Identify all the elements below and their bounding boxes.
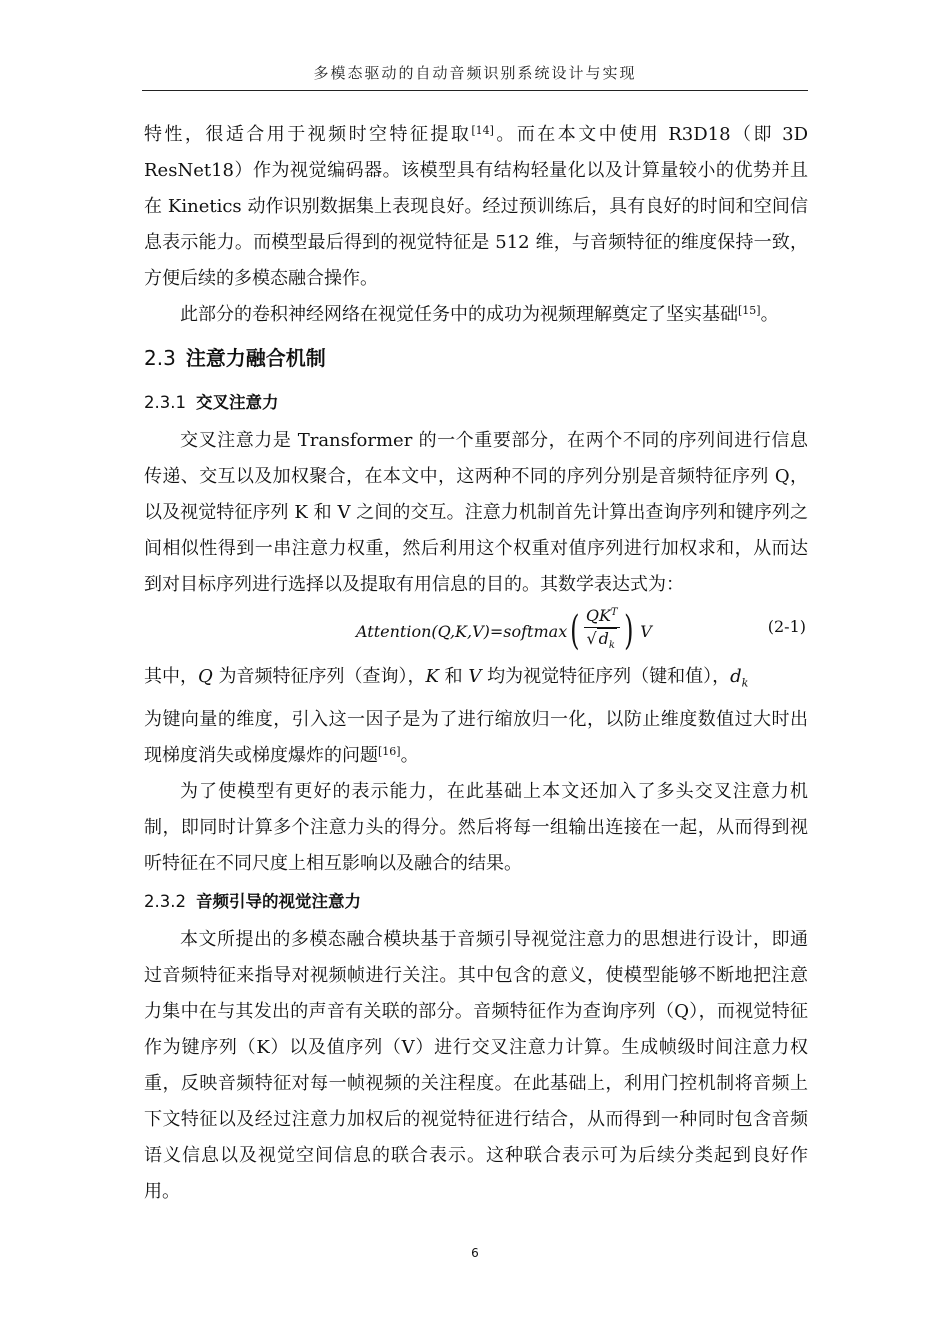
- transpose-sup: T: [610, 606, 618, 618]
- equation-tail: V: [640, 621, 652, 641]
- running-header: 多模态驱动的自动音频识别系统设计与实现: [313, 64, 637, 82]
- sqrt-icon: √: [586, 628, 597, 648]
- paragraph-text: 为音频特征序列（查询），: [212, 666, 426, 687]
- numerator-text: QK: [585, 605, 611, 625]
- paragraph-cross-attention: 交叉注意力是 Transformer 的一个重要部分，在两个不同的序列间进行信息传递、交互以及加权聚合，在本文中，这两种不同的序列分别是音频特征序列 Q，以及视觉特征序列 K 和 V 之间的交互。注意力机制首先计算出查询序列和键序列之间相似性得到一串注意力权重，然后利用这个权重对值序列进行加权求和，从而达到对目标序列进行选择以及提取有用信息的目的。其数学表达式为：: [144, 430, 808, 595]
- denominator-text: d: [598, 628, 609, 648]
- section-number: 2.3.2: [144, 891, 186, 911]
- paragraph-text: 特性，很适合用于视频时空特征提取: [144, 124, 472, 145]
- equation-label: (2-1): [767, 617, 806, 636]
- paragraph-text: 。: [400, 744, 419, 766]
- symbol-k: K: [425, 666, 439, 687]
- denominator-sub: k: [608, 640, 615, 652]
- right-paren: ): [623, 608, 634, 654]
- paragraph-text: 和: [438, 666, 469, 687]
- subsection-heading-2-3-1: [144, 383, 808, 423]
- header-rule: [142, 90, 808, 91]
- fraction: [584, 607, 620, 655]
- paragraph-text: 其中，: [144, 666, 198, 687]
- symbol-dk: d: [730, 666, 742, 687]
- fraction-numerator: [584, 607, 620, 628]
- paragraph-equation-explanation: [144, 659, 808, 774]
- left-paren: (: [570, 608, 580, 654]
- paragraph-text: 为键向量的维度，引入这一因子是为了进行缩放归一化，以防止维度数值过大时出现梯度消失或梯度爆炸的问题: [144, 708, 808, 766]
- citation-14: [14]: [471, 124, 494, 137]
- page-body: [144, 117, 808, 1210]
- citation-16: [16]: [378, 744, 401, 758]
- paragraph-text: 。而在本文中使用 R3D18（即 3D ResNet18）作为视觉编码器。该模型具有结构轻量化以及计算量较小的优势并且在 Kinetics 动作识别数据集上表现良好。经过预训练后，具有良好的时间和空间信息表示能力。而模型最后得到的视觉特征是 512 维，与音频特征的维度保持一致，方便后续的多模态融合操作。: [144, 124, 808, 289]
- equation-2-1: [144, 603, 808, 659]
- paragraph-text: 此部分的卷积神经网络在视觉任务中的成功为视频理解奠定了坚实基础: [180, 304, 738, 325]
- equation-body: [356, 607, 652, 655]
- paragraph-visual-encoder: [144, 117, 808, 297]
- fraction-denominator: [586, 628, 617, 655]
- sqrt-content: [597, 628, 617, 652]
- citation-15: [15]: [738, 304, 761, 317]
- paragraph-audio-guided: 本文所提出的多模态融合模块基于音频引导视觉注意力的思想进行设计，即通过音频特征来指导对视频帧进行关注。其中包含的意义，使模型能够不断地把注意力集中在与其发出的声音有关联的部分。音频特征作为查询序列（Q），而视觉特征作为键序列（K）以及值序列（V）进行交叉注意力计算。生成帧级时间注意力权重，反映音频特征对每一帧视频的关注程度。在此基础上，利用门控机制将音频上下文特征以及经过注意力加权后的视觉特征进行结合，从而得到一种同时包含音频语义信息以及视觉空间信息的联合表示。这种联合表示可为后续分类起到良好作用。: [144, 928, 808, 1202]
- paragraph-text: 。: [760, 304, 779, 325]
- section-number: 2.3.1: [144, 393, 186, 412]
- symbol-q: Q: [198, 666, 213, 687]
- paragraph-cnn-foundation: [144, 297, 808, 333]
- equation-lhs: Attention(Q,K,V)=softmax: [356, 621, 568, 641]
- symbol-dk-sub: k: [741, 676, 749, 690]
- paragraph-text: 均为视觉特征序列（键和值），: [481, 666, 731, 687]
- section-number: 2.3: [144, 346, 176, 370]
- section-title: 交叉注意力: [195, 393, 279, 412]
- paragraph-multihead: 为了使模型有更好的表示能力，在此基础上本文还加入了多头交叉注意力机制，即同时计算多个注意力头的得分。然后将每一组输出连接在一起，从而得到视听特征在不同尺度上相互影响以及融合的结果。: [144, 780, 808, 874]
- page-number: 6: [471, 1246, 479, 1260]
- subsection-heading-2-3-2: [144, 882, 808, 922]
- section-title: 注意力融合机制: [185, 346, 326, 370]
- symbol-v: V: [468, 666, 482, 687]
- section-title: 音频引导的视觉注意力: [195, 891, 361, 911]
- section-heading-2-3: [144, 333, 808, 383]
